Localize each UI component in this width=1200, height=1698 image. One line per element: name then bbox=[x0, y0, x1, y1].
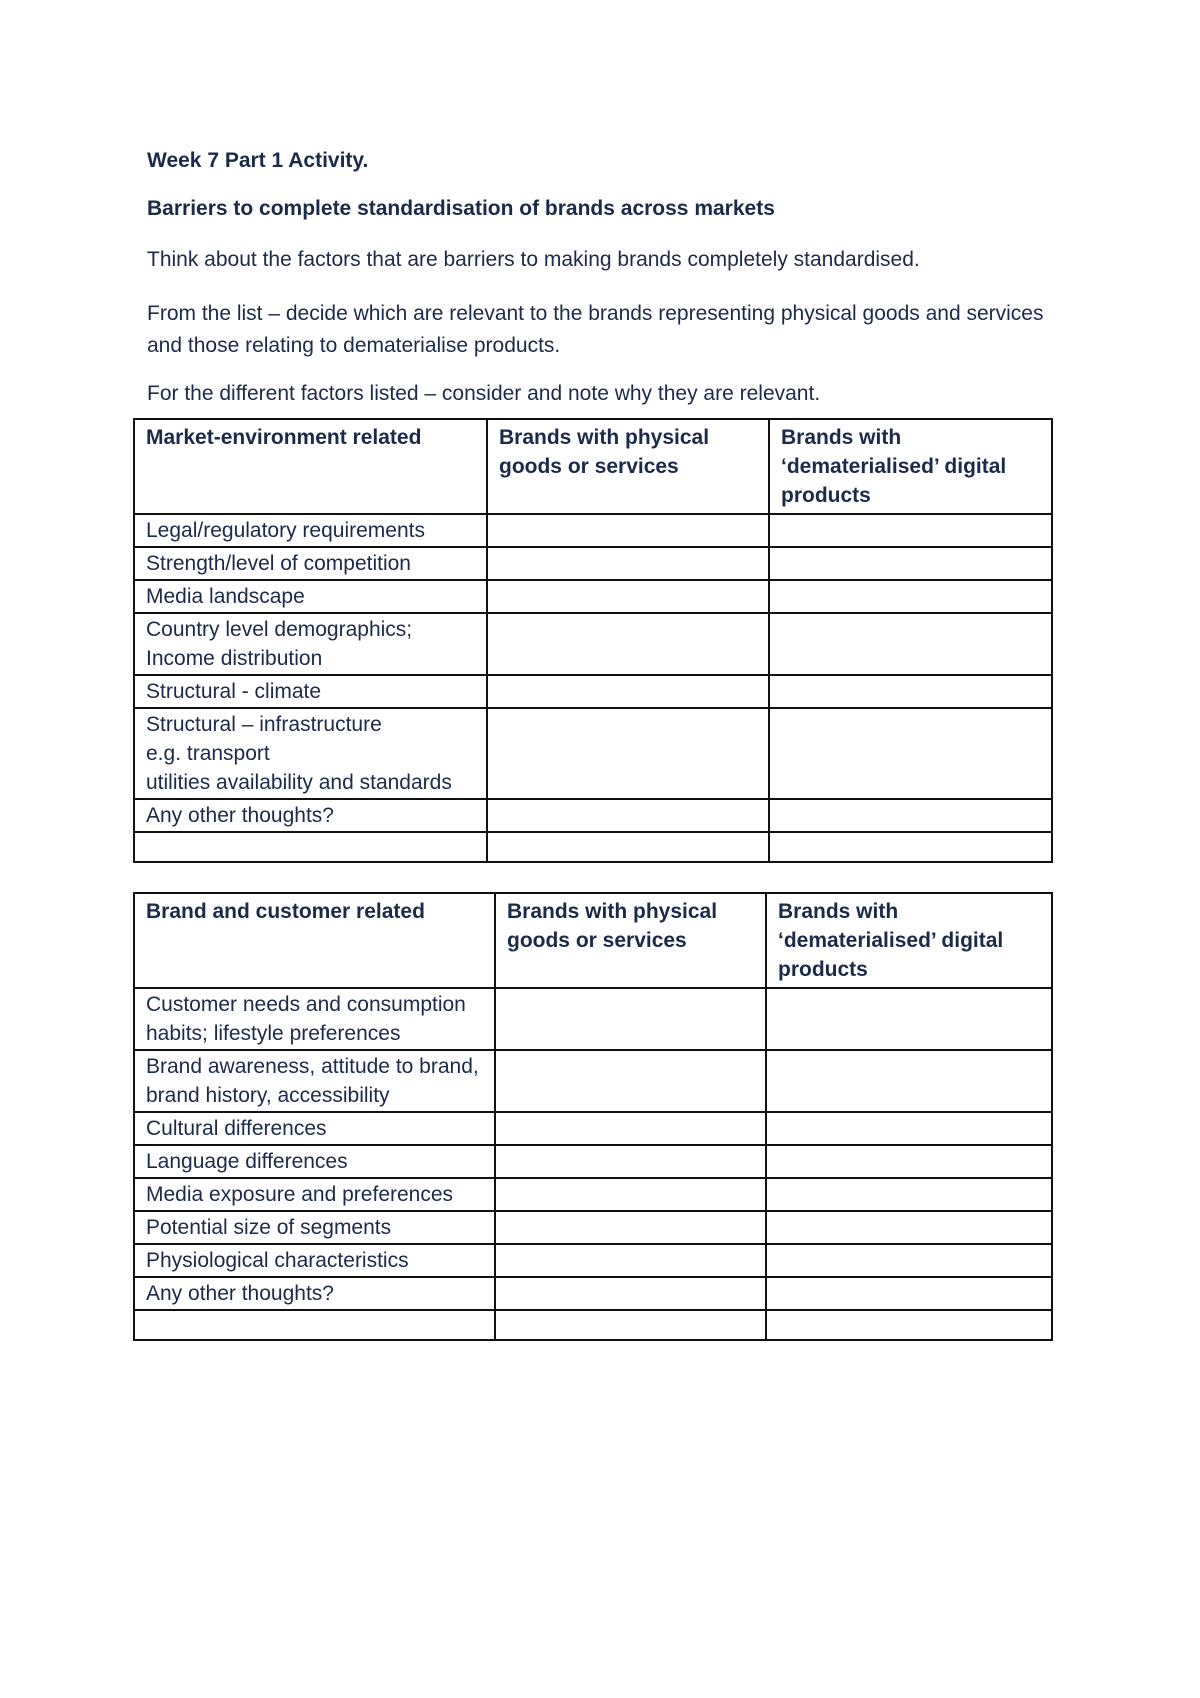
digital-products-cell[interactable] bbox=[766, 1310, 1052, 1340]
digital-products-cell[interactable] bbox=[766, 1178, 1052, 1211]
physical-goods-cell[interactable] bbox=[495, 1050, 766, 1112]
factor-cell: Customer needs and consumption habits; lifestyle preferences bbox=[134, 988, 495, 1050]
table-row bbox=[134, 613, 1052, 675]
physical-goods-cell[interactable] bbox=[495, 1310, 766, 1340]
table-row bbox=[134, 1050, 1052, 1112]
factor-cell[interactable] bbox=[134, 1310, 495, 1340]
physical-goods-cell[interactable] bbox=[487, 613, 769, 675]
table-row bbox=[134, 547, 1052, 580]
page-title: Week 7 Part 1 Activity. bbox=[147, 149, 369, 172]
table-row bbox=[134, 1178, 1052, 1211]
digital-products-cell[interactable] bbox=[766, 1145, 1052, 1178]
column-header: Brands with physical goods or services bbox=[487, 419, 769, 514]
digital-products-cell[interactable] bbox=[769, 832, 1052, 862]
factor-cell: Physiological characteristics bbox=[134, 1244, 495, 1277]
table-header-row bbox=[134, 419, 1052, 514]
physical-goods-cell[interactable] bbox=[487, 547, 769, 580]
factor-cell: Potential size of segments bbox=[134, 1211, 495, 1244]
table-row bbox=[134, 580, 1052, 613]
instruction-paragraph: From the list – decide which are relevant to the brands representing physical goods and services and those relating to dematerialise products. bbox=[147, 302, 1044, 357]
table-row bbox=[134, 514, 1052, 547]
digital-products-cell[interactable] bbox=[766, 1277, 1052, 1310]
document-body bbox=[147, 148, 1052, 432]
digital-products-cell[interactable] bbox=[769, 547, 1052, 580]
physical-goods-cell[interactable] bbox=[487, 580, 769, 613]
table-row bbox=[134, 708, 1052, 799]
digital-products-cell[interactable] bbox=[766, 1112, 1052, 1145]
instruction-paragraph: For the different factors listed – consider and note why they are relevant. bbox=[147, 382, 821, 405]
digital-products-cell[interactable] bbox=[769, 580, 1052, 613]
column-header: Brand and customer related bbox=[134, 893, 495, 988]
physical-goods-cell[interactable] bbox=[495, 1112, 766, 1145]
factor-cell: Language differences bbox=[134, 1145, 495, 1178]
digital-products-cell[interactable] bbox=[766, 1211, 1052, 1244]
factor-cell: Any other thoughts? bbox=[134, 1277, 495, 1310]
table-row bbox=[134, 799, 1052, 832]
physical-goods-cell[interactable] bbox=[487, 514, 769, 547]
factor-cell: Strength/level of competition bbox=[134, 547, 487, 580]
factor-cell: Media landscape bbox=[134, 580, 487, 613]
physical-goods-cell[interactable] bbox=[495, 988, 766, 1050]
factor-cell: Country level demographics; Income distribution bbox=[134, 613, 487, 675]
table-header-row bbox=[134, 893, 1052, 988]
column-header: Brands with physical goods or services bbox=[495, 893, 766, 988]
physical-goods-cell[interactable] bbox=[487, 708, 769, 799]
table-row bbox=[134, 1277, 1052, 1310]
page-subtitle: Barriers to complete standardisation of brands across markets bbox=[147, 197, 775, 220]
factor-cell: Brand awareness, attitude to brand, brand history, accessibility bbox=[134, 1050, 495, 1112]
digital-products-cell[interactable] bbox=[766, 988, 1052, 1050]
factor-cell: Structural - climate bbox=[134, 675, 487, 708]
factor-cell: Structural – infrastructure e.g. transport utilities availability and standards bbox=[134, 708, 487, 799]
physical-goods-cell[interactable] bbox=[495, 1211, 766, 1244]
digital-products-cell[interactable] bbox=[769, 514, 1052, 547]
digital-products-cell[interactable] bbox=[769, 613, 1052, 675]
table-row bbox=[134, 988, 1052, 1050]
table-row bbox=[134, 832, 1052, 862]
physical-goods-cell[interactable] bbox=[487, 799, 769, 832]
table-row bbox=[134, 1211, 1052, 1244]
table-row bbox=[134, 1145, 1052, 1178]
table-row bbox=[134, 1310, 1052, 1340]
table-row bbox=[134, 1244, 1052, 1277]
physical-goods-cell[interactable] bbox=[495, 1244, 766, 1277]
factor-cell: Cultural differences bbox=[134, 1112, 495, 1145]
table-row bbox=[134, 1112, 1052, 1145]
column-header: Market-environment related bbox=[134, 419, 487, 514]
physical-goods-cell[interactable] bbox=[495, 1145, 766, 1178]
digital-products-cell[interactable] bbox=[766, 1050, 1052, 1112]
column-header: Brands with ‘dematerialised’ digital products bbox=[766, 893, 1052, 988]
physical-goods-cell[interactable] bbox=[487, 832, 769, 862]
digital-products-cell[interactable] bbox=[769, 708, 1052, 799]
brand-customer-table bbox=[133, 892, 1053, 1341]
digital-products-cell[interactable] bbox=[769, 675, 1052, 708]
digital-products-cell[interactable] bbox=[766, 1244, 1052, 1277]
digital-products-cell[interactable] bbox=[769, 799, 1052, 832]
factor-cell: Legal/regulatory requirements bbox=[134, 514, 487, 547]
factor-cell: Media exposure and preferences bbox=[134, 1178, 495, 1211]
market-environment-table bbox=[133, 418, 1053, 863]
physical-goods-cell[interactable] bbox=[487, 675, 769, 708]
physical-goods-cell[interactable] bbox=[495, 1277, 766, 1310]
factor-cell[interactable] bbox=[134, 832, 487, 862]
factor-cell: Any other thoughts? bbox=[134, 799, 487, 832]
instruction-paragraph: Think about the factors that are barriers to making brands completely standardised. bbox=[147, 248, 920, 271]
physical-goods-cell[interactable] bbox=[495, 1178, 766, 1211]
table-row bbox=[134, 675, 1052, 708]
column-header: Brands with ‘dematerialised’ digital products bbox=[769, 419, 1052, 514]
